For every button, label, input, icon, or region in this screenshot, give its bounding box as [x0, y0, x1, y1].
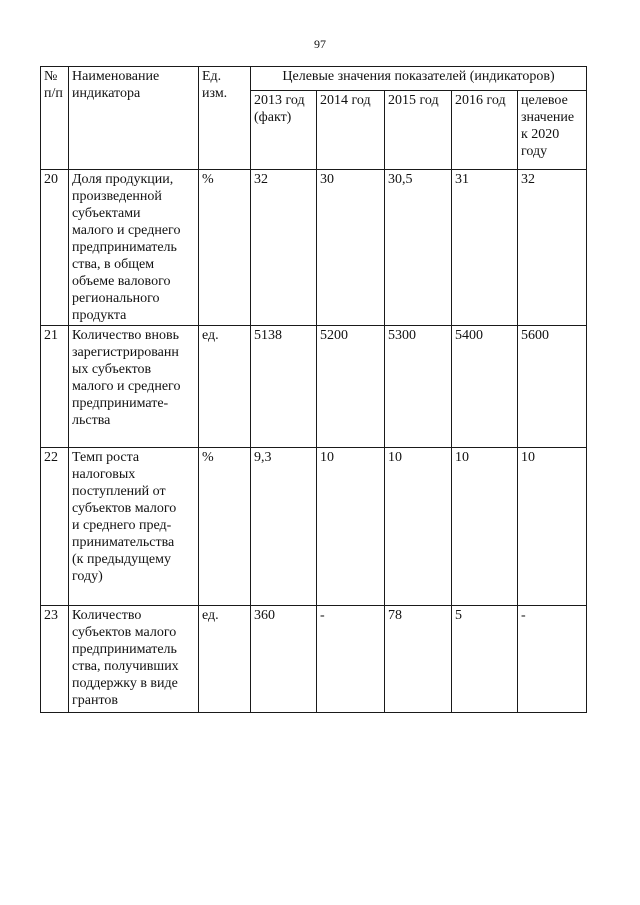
value-2016: 31: [452, 170, 518, 326]
table-row: [41, 606, 587, 713]
header-year-2015: 2015 год: [385, 91, 452, 170]
header-name: Наименование индикатора: [69, 67, 199, 170]
row-number: 21: [41, 326, 69, 448]
indicator-name: Темп роста налоговых поступлений от субъектов малого и среднего пред- принимательства (к предыдущему году): [69, 448, 199, 606]
value-2015: 10: [385, 448, 452, 606]
value-2014: 5200: [317, 326, 385, 448]
value-2014: 30: [317, 170, 385, 326]
value-2015: 30,5: [385, 170, 452, 326]
indicator-name: Количество субъектов малого предприниматель ства, получивших поддержку в виде грантов: [69, 606, 199, 713]
value-2020: 32: [518, 170, 587, 326]
header-year-2013: 2013 год (факт): [251, 91, 317, 170]
header-year-2016: 2016 год: [452, 91, 518, 170]
unit-cell: %: [199, 448, 251, 606]
header-num: № п/п: [41, 67, 69, 170]
indicators-table: [40, 66, 587, 713]
row-number: 22: [41, 448, 69, 606]
header-year-2014: 2014 год: [317, 91, 385, 170]
value-2020: 5600: [518, 326, 587, 448]
value-2014: 10: [317, 448, 385, 606]
header-unit: Ед. изм.: [199, 67, 251, 170]
header-target-values: Целевые значения показателей (индикаторов): [251, 67, 587, 91]
value-2016: 5: [452, 606, 518, 713]
row-number: 20: [41, 170, 69, 326]
table-row: [41, 326, 587, 448]
header-target-2020: целевое значение к 2020 году: [518, 91, 587, 170]
indicator-name: Доля продукции, произведенной субъектами малого и среднего предприниматель ства, в общем объеме валового регионального продукта: [69, 170, 199, 326]
table-row: [41, 448, 587, 606]
value-2020: 10: [518, 448, 587, 606]
unit-cell: %: [199, 170, 251, 326]
page-number: 97: [314, 37, 326, 51]
indicator-name: Количество вновь зарегистрированн ых субъектов малого и среднего предпринимате- льства: [69, 326, 199, 448]
value-2013: 32: [251, 170, 317, 326]
row-number: 23: [41, 606, 69, 713]
value-2013: 5138: [251, 326, 317, 448]
value-2013: 9,3: [251, 448, 317, 606]
value-2014: -: [317, 606, 385, 713]
value-2016: 5400: [452, 326, 518, 448]
value-2016: 10: [452, 448, 518, 606]
table-row: [41, 170, 587, 326]
unit-cell: ед.: [199, 326, 251, 448]
value-2015: 78: [385, 606, 452, 713]
value-2020: -: [518, 606, 587, 713]
value-2015: 5300: [385, 326, 452, 448]
value-2013: 360: [251, 606, 317, 713]
unit-cell: ед.: [199, 606, 251, 713]
header-row-1: [41, 67, 587, 91]
